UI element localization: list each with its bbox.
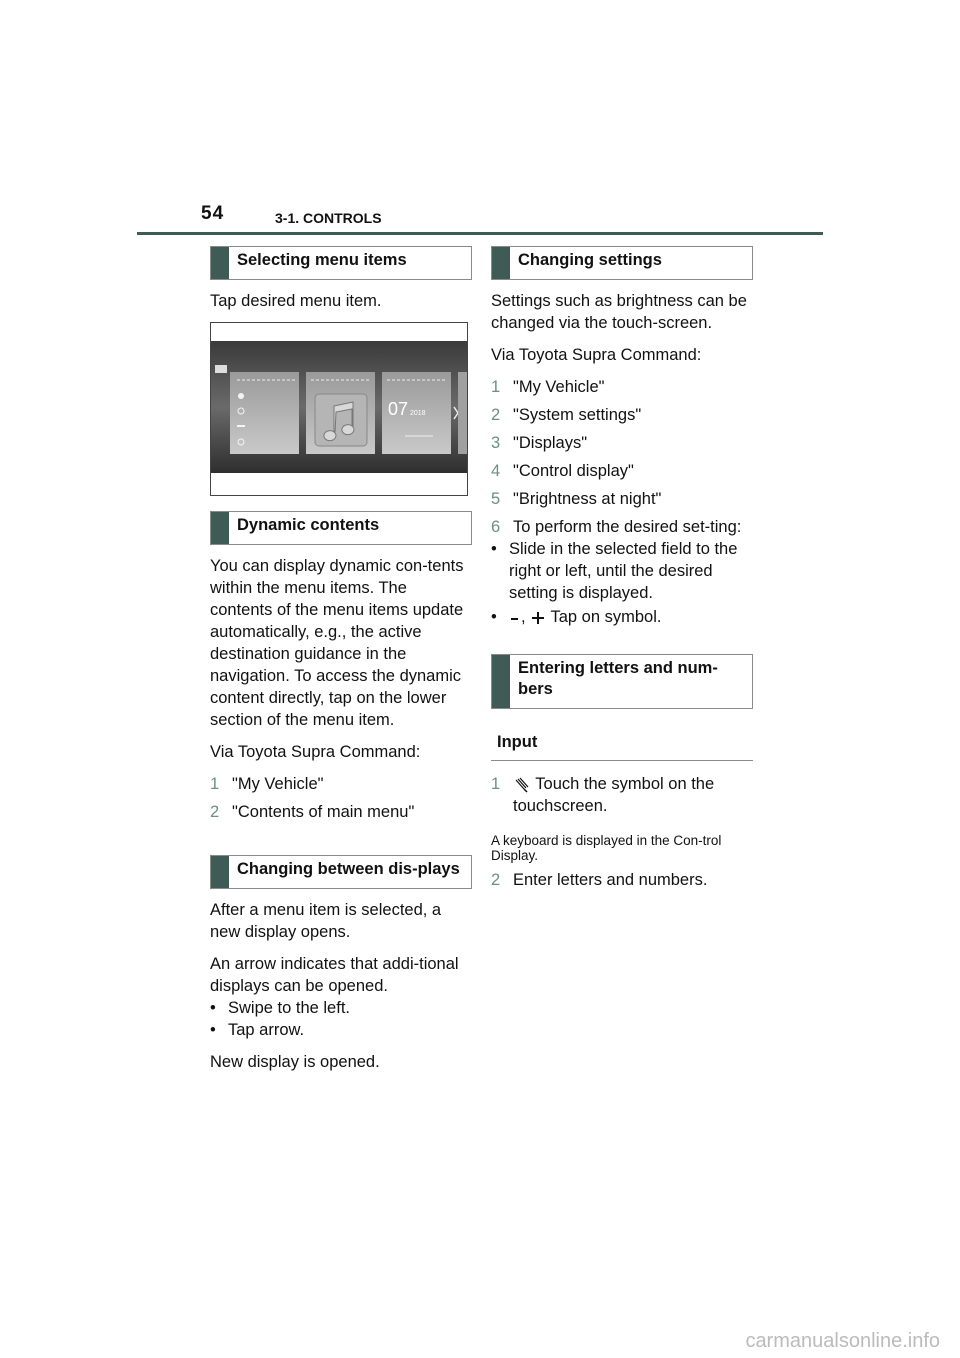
left-column [210,246,472,1083]
plus-icon [530,611,546,625]
step-text: "Displays" [513,434,588,452]
symbol-separator: , [521,608,526,626]
step-text: "Control display" [513,462,634,480]
step-text: "System settings" [513,406,642,424]
paragraph: You can display dynamic con-tents within the menu items. The contents of the menu items update automatically, e.g., the active destination guidance in the navigation. To access the dynamic content directly, tap on the lower section of the menu item. [210,557,464,729]
step-number: 2 [491,871,501,889]
step-number: 1 [210,775,220,793]
paragraph: Tap desired menu item. [210,292,382,310]
menu-screen-illustration [210,322,468,496]
heading-dynamic-contents: Dynamic contents [210,511,472,545]
list-item [491,488,753,510]
minus-icon [509,611,521,625]
list-item [491,516,753,538]
menu-tile-vehicle [230,372,299,454]
paragraph: After a menu item is selected, a new display opens. [210,901,442,941]
bullet-text: Tap on symbol. [550,608,662,626]
step-text: Enter letters and numbers. [513,871,708,889]
list-item: • , Tap on symbol. [491,608,662,626]
paragraph: An arrow indicates that addi-tional displays can be opened. [210,955,459,995]
step-number: 1 [491,378,501,396]
list-item [210,773,472,795]
list-item [491,404,753,426]
list-item: • Tap arrow. [210,1021,305,1039]
heading-changing-settings: Changing settings [491,246,753,280]
tile-date-day: 07 [388,399,409,419]
list-item [491,869,753,891]
step-text: "Contents of main menu" [232,803,415,821]
step-number: 5 [491,490,501,508]
bullet-text: Swipe to the left. [228,999,350,1017]
paragraph: Via Toyota Supra Command: [210,743,421,761]
step-number: 4 [491,462,501,480]
step-number: 2 [210,803,220,821]
heading-entering-letters-numbers: Entering letters and num-bers [491,654,753,709]
list-item [491,460,753,482]
list-item: • Swipe to the left. [210,999,350,1017]
bullet-text: Tap arrow. [228,1021,305,1039]
bullet-text: Slide in the selected field to the right or left, until the desired setting is displayed. [509,540,738,602]
step-number: 1 [491,775,501,793]
paragraph: Via Toyota Supra Command: [491,346,702,364]
step-number: 6 [491,518,501,536]
list-item [210,801,472,823]
watermark: carmanualsonline.info [745,1330,940,1352]
list-item [491,376,753,398]
step-number: 3 [491,434,501,452]
step-text: Touch the symbol on the touchscreen. [513,775,715,815]
header-rule [137,232,823,235]
page-number: 54 [201,203,225,224]
step-text: "My Vehicle" [513,378,605,396]
step-number: 2 [491,406,501,424]
step-text: "Brightness at night" [513,490,662,508]
home-icon [215,365,227,373]
subheading-input: Input [491,725,753,761]
step-text: "My Vehicle" [232,775,324,793]
list-item [491,432,753,454]
right-column [491,246,753,897]
tile-date-year: 2018 [410,410,426,417]
heading-changing-between-displays: Changing between dis-plays [210,855,472,889]
list-item [491,773,753,817]
paragraph: New display is opened. [210,1053,380,1071]
step-text: To perform the desired set-ting: [513,518,742,536]
note: A keyboard is displayed in the Con-trol Display. [491,833,722,863]
paragraph: Settings such as brightness can be changed via the touch-screen. [491,292,747,332]
list-item: • Slide in the selected field to the right or left, until the desired setting is displayed. [491,538,753,604]
section-title: 3-1. CONTROLS [275,210,382,226]
heading-selecting-menu-items: Selecting menu items [210,246,472,280]
handwriting-pen-icon [513,777,531,793]
